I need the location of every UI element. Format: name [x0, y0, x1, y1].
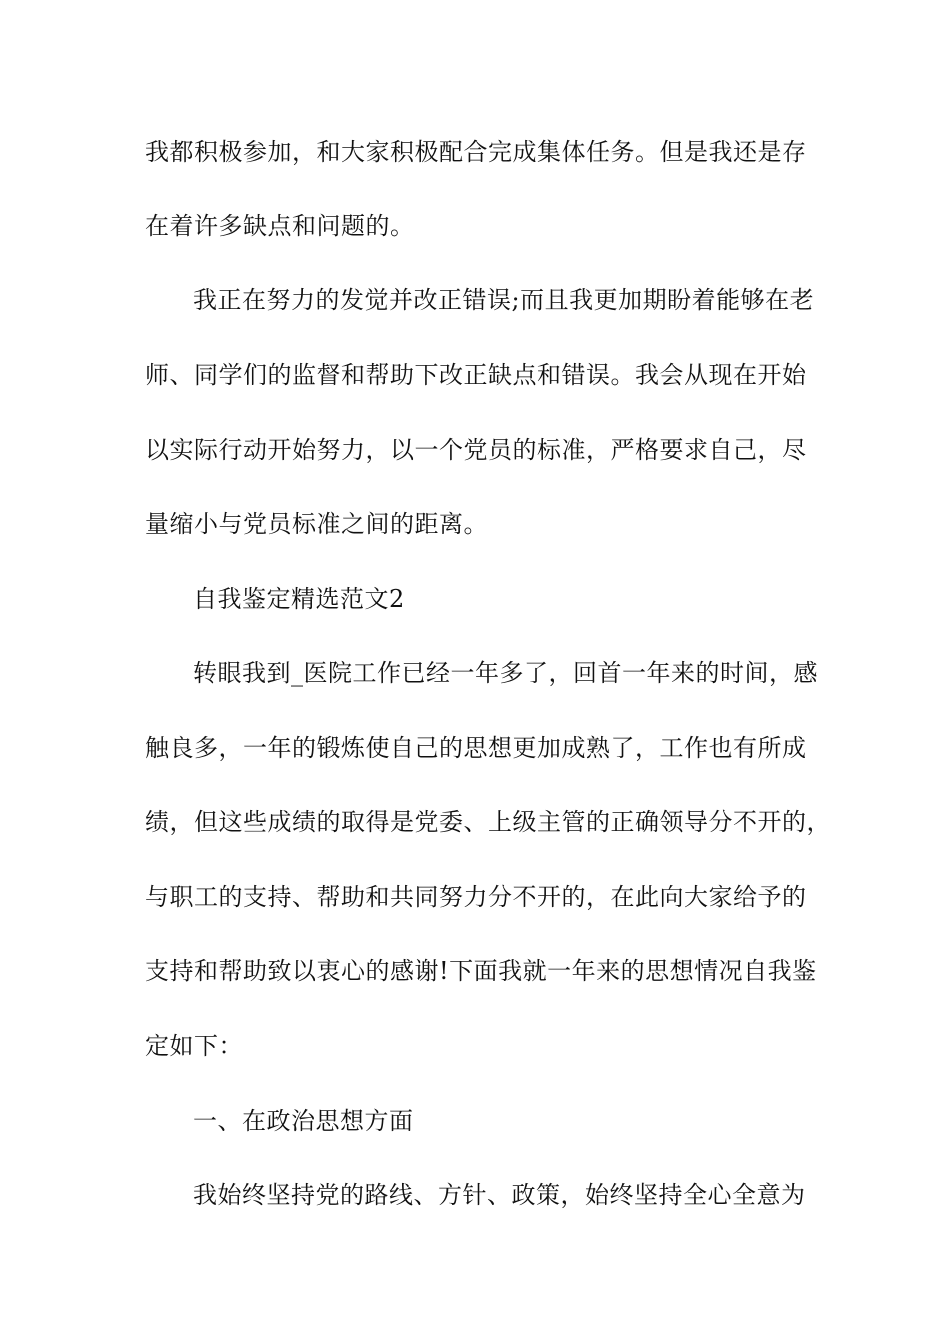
paragraph-start-line: 我始终坚持党的路线、方针、政策，始终坚持全心全意为 — [193, 1181, 806, 1209]
subsection-heading: 一、在政治思想方面 — [193, 1107, 414, 1135]
paragraph-start-line: 转眼我到_医院工作已经一年多了，回首一年来的时间，感 — [193, 659, 818, 687]
text-line: 触良多，一年的锻炼使自己的思想更加成熟了，工作也有所成 — [145, 734, 807, 762]
text-line: 定如下： — [145, 1032, 243, 1060]
text-line: 以实际行动开始努力，以一个党员的标准，严格要求自己，尽 — [145, 436, 807, 464]
text-line: 在着许多缺点和问题的。 — [145, 212, 415, 240]
text-line: 师、同学们的监督和帮助下改正缺点和错误。我会从现在开始 — [145, 361, 807, 389]
text-line: 与职工的支持、帮助和共同努力分不开的，在此向大家给予的 — [145, 883, 807, 911]
text-line: 支持和帮助致以衷心的感谢!下面我就一年来的思想情况自我鉴 — [145, 957, 817, 985]
text-line: 我都积极参加，和大家积极配合完成集体任务。但是我还是存 — [145, 138, 807, 166]
paragraph-start-line: 我正在努力的发觉并改正错误;而且我更加期盼着能够在老 — [193, 286, 815, 314]
text-line: 绩，但这些成绩的取得是党委、上级主管的正确领导分不开的， — [145, 808, 831, 836]
text-line: 量缩小与党员标准之间的距离。 — [145, 510, 488, 538]
section-heading: 自我鉴定精选范文2 — [193, 585, 405, 613]
